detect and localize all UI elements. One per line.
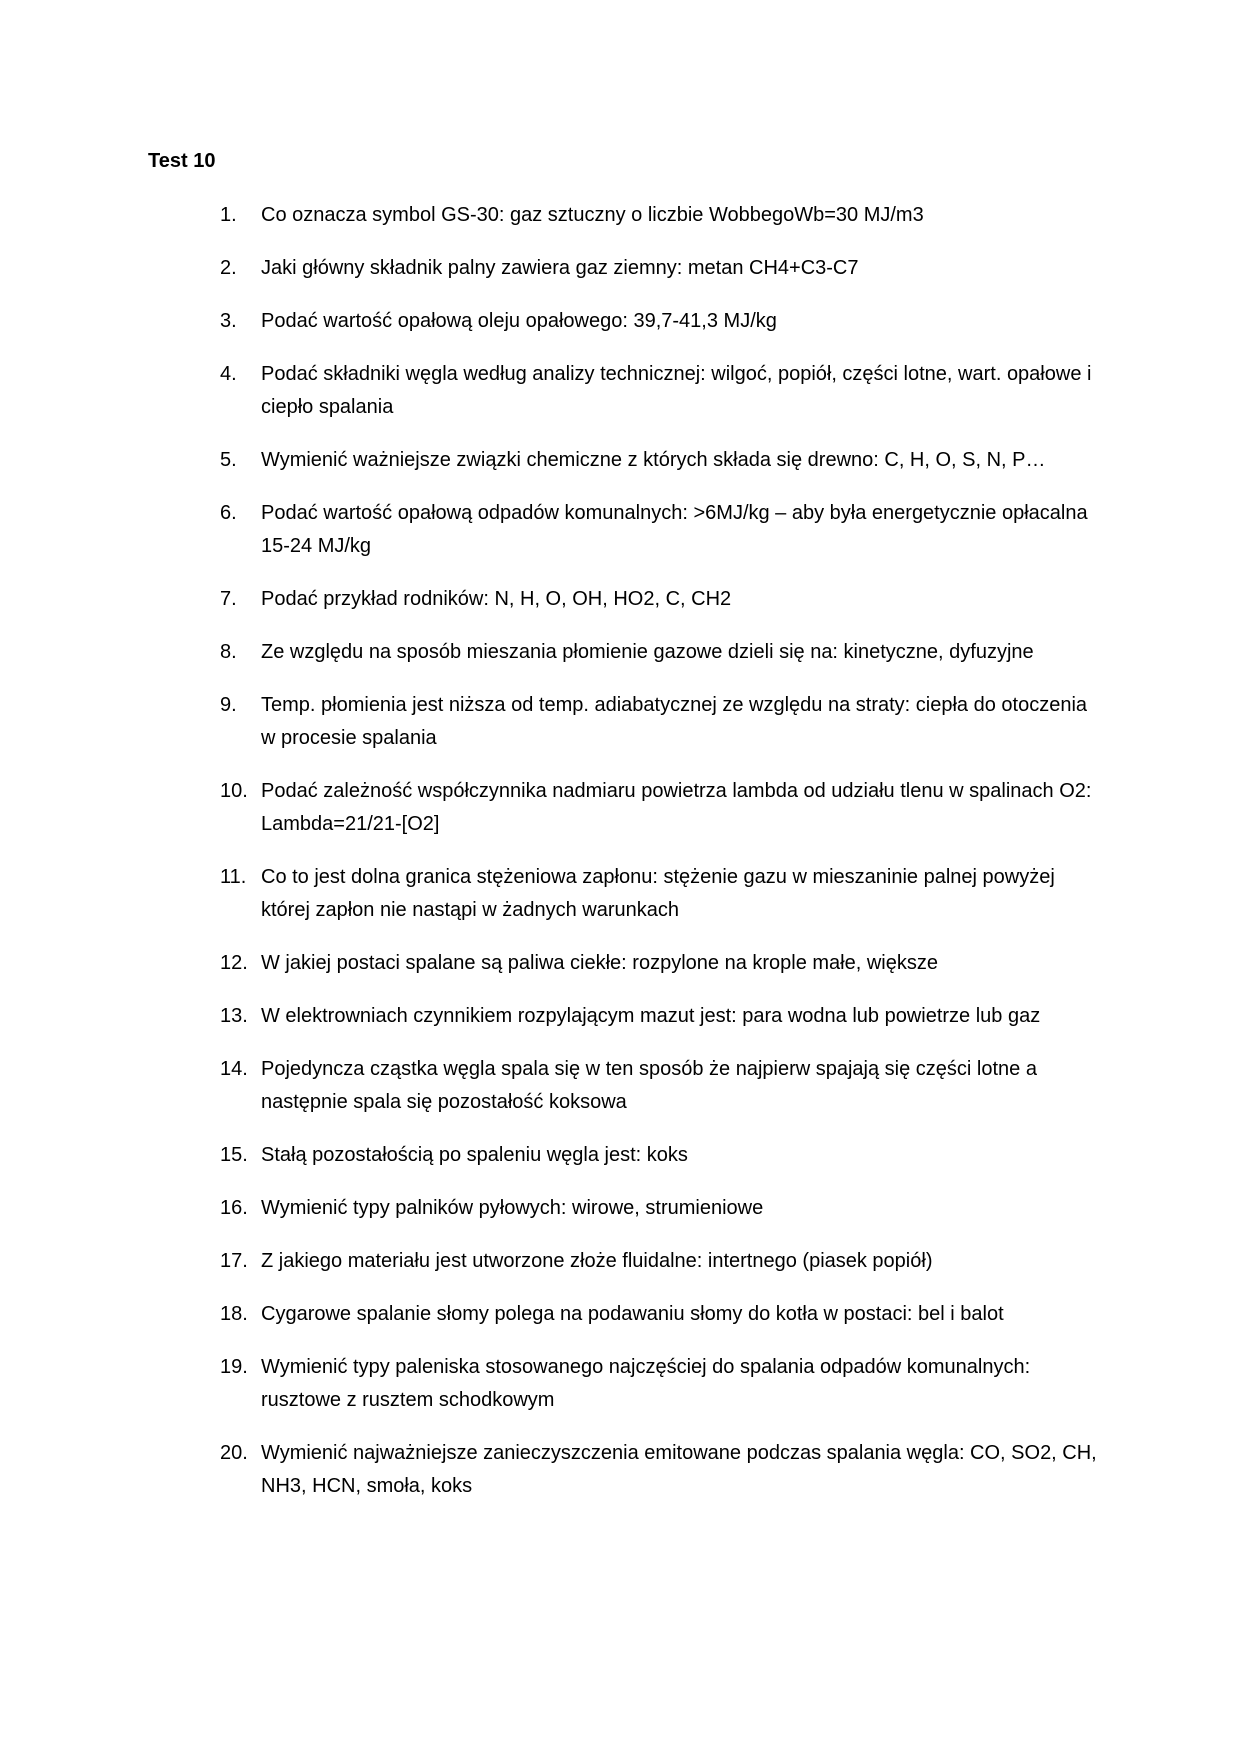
question-number: 12. (220, 952, 248, 974)
question-number: 6. (220, 502, 237, 524)
question-number: 5. (220, 449, 237, 471)
question-item (220, 1437, 1100, 1503)
question-text: Co to jest dolna granica stężeniowa zapłonu: stężenie gazu w mieszaninie palnej powyżej której zapłon nie nastąpi w żadnych warunkach (261, 866, 1055, 921)
question-item (220, 305, 1100, 338)
question-item (220, 358, 1100, 424)
question-number: 7. (220, 588, 237, 610)
question-text: Z jakiego materiału jest utworzone złoże fluidalne: intertnego (piasek popiół) (261, 1250, 933, 1272)
question-text: Podać wartość opałową oleju opałowego: 39,7-41,3 MJ/kg (261, 310, 777, 332)
question-number: 16. (220, 1197, 248, 1219)
question-number: 18. (220, 1303, 248, 1325)
question-item (220, 1053, 1100, 1119)
question-text: W elektrowniach czynnikiem rozpylającym mazut jest: para wodna lub powietrze lub gaz (261, 1005, 1041, 1027)
question-number: 13. (220, 1005, 248, 1027)
question-text: W jakiej postaci spalane są paliwa ciekłe: rozpylone na krople małe, większe (261, 952, 938, 974)
question-item (220, 583, 1100, 616)
question-text: Co oznacza symbol GS-30: gaz sztuczny o liczbie WobbegoWb=30 MJ/m3 (261, 204, 924, 226)
question-number: 17. (220, 1250, 248, 1272)
question-text: Jaki główny składnik palny zawiera gaz ziemny: metan CH4+C3-C7 (261, 257, 859, 279)
question-number: 3. (220, 310, 237, 332)
question-item (220, 1351, 1100, 1417)
question-list (220, 199, 1100, 1523)
question-text: Wymienić najważniejsze zanieczyszczenia emitowane podczas spalania węgla: CO, SO2, CH, NH3, HCN, smoła, koks (261, 1442, 1097, 1497)
question-number: 14. (220, 1058, 248, 1080)
question-item (220, 947, 1100, 980)
question-text: Wymienić ważniejsze związki chemiczne z których składa się drewno: C, H, O, S, N, P… (261, 449, 1046, 471)
question-number: 2. (220, 257, 237, 279)
question-text: Stałą pozostałością po spaleniu węgla jest: koks (261, 1144, 688, 1166)
question-item (220, 1000, 1100, 1033)
question-number: 4. (220, 363, 237, 385)
question-item (220, 199, 1100, 232)
question-item (220, 775, 1100, 841)
question-text: Cygarowe spalanie słomy polega na podawaniu słomy do kotła w postaci: bel i balot (261, 1303, 1004, 1325)
question-item (220, 1298, 1100, 1331)
question-number: 1. (220, 204, 237, 226)
question-item (220, 252, 1100, 285)
question-text: Podać składniki węgla według analizy technicznej: wilgoć, popiół, części lotne, wart. opałowe i ciepło spalania (261, 363, 1092, 418)
question-text: Pojedyncza cząstka węgla spala się w ten sposób że najpierw spajają się części lotne a następnie spala się pozostałość koksowa (261, 1058, 1037, 1113)
question-text: Podać przykład rodników: N, H, O, OH, HO2, C, CH2 (261, 588, 732, 610)
question-text: Wymienić typy palników pyłowych: wirowe, strumieniowe (261, 1197, 764, 1219)
question-item (220, 689, 1100, 755)
question-text: Podać zależność współczynnika nadmiaru powietrza lambda od udziału tlenu w spalinach O2: Lambda=21/21-[O2] (261, 780, 1092, 835)
question-item (220, 444, 1100, 477)
question-text: Wymienić typy paleniska stosowanego najczęściej do spalania odpadów komunalnych: rusztowe z rusztem schodkowym (261, 1356, 1031, 1411)
question-text: Podać wartość opałową odpadów komunalnych: >6MJ/kg – aby była energetycznie opłacalna 15-24 MJ/kg (261, 502, 1088, 557)
question-text: Ze względu na sposób mieszania płomienie gazowe dzieli się na: kinetyczne, dyfuzyjne (261, 641, 1034, 663)
question-number: 11. (220, 866, 247, 888)
question-number: 10. (220, 780, 248, 802)
question-item (220, 1192, 1100, 1225)
question-number: 19. (220, 1356, 248, 1378)
question-item (220, 636, 1100, 669)
question-text: Temp. płomienia jest niższa od temp. adiabatycznej ze względu na straty: ciepła do otoczenia w procesie spalania (261, 694, 1088, 749)
document-title: Test 10 (148, 150, 216, 172)
question-item (220, 861, 1100, 927)
question-item (220, 1245, 1100, 1278)
question-number: 8. (220, 641, 237, 663)
question-item (220, 1139, 1100, 1172)
question-number: 20. (220, 1442, 248, 1464)
question-item (220, 497, 1100, 563)
question-number: 9. (220, 694, 237, 716)
question-number: 15. (220, 1144, 248, 1166)
